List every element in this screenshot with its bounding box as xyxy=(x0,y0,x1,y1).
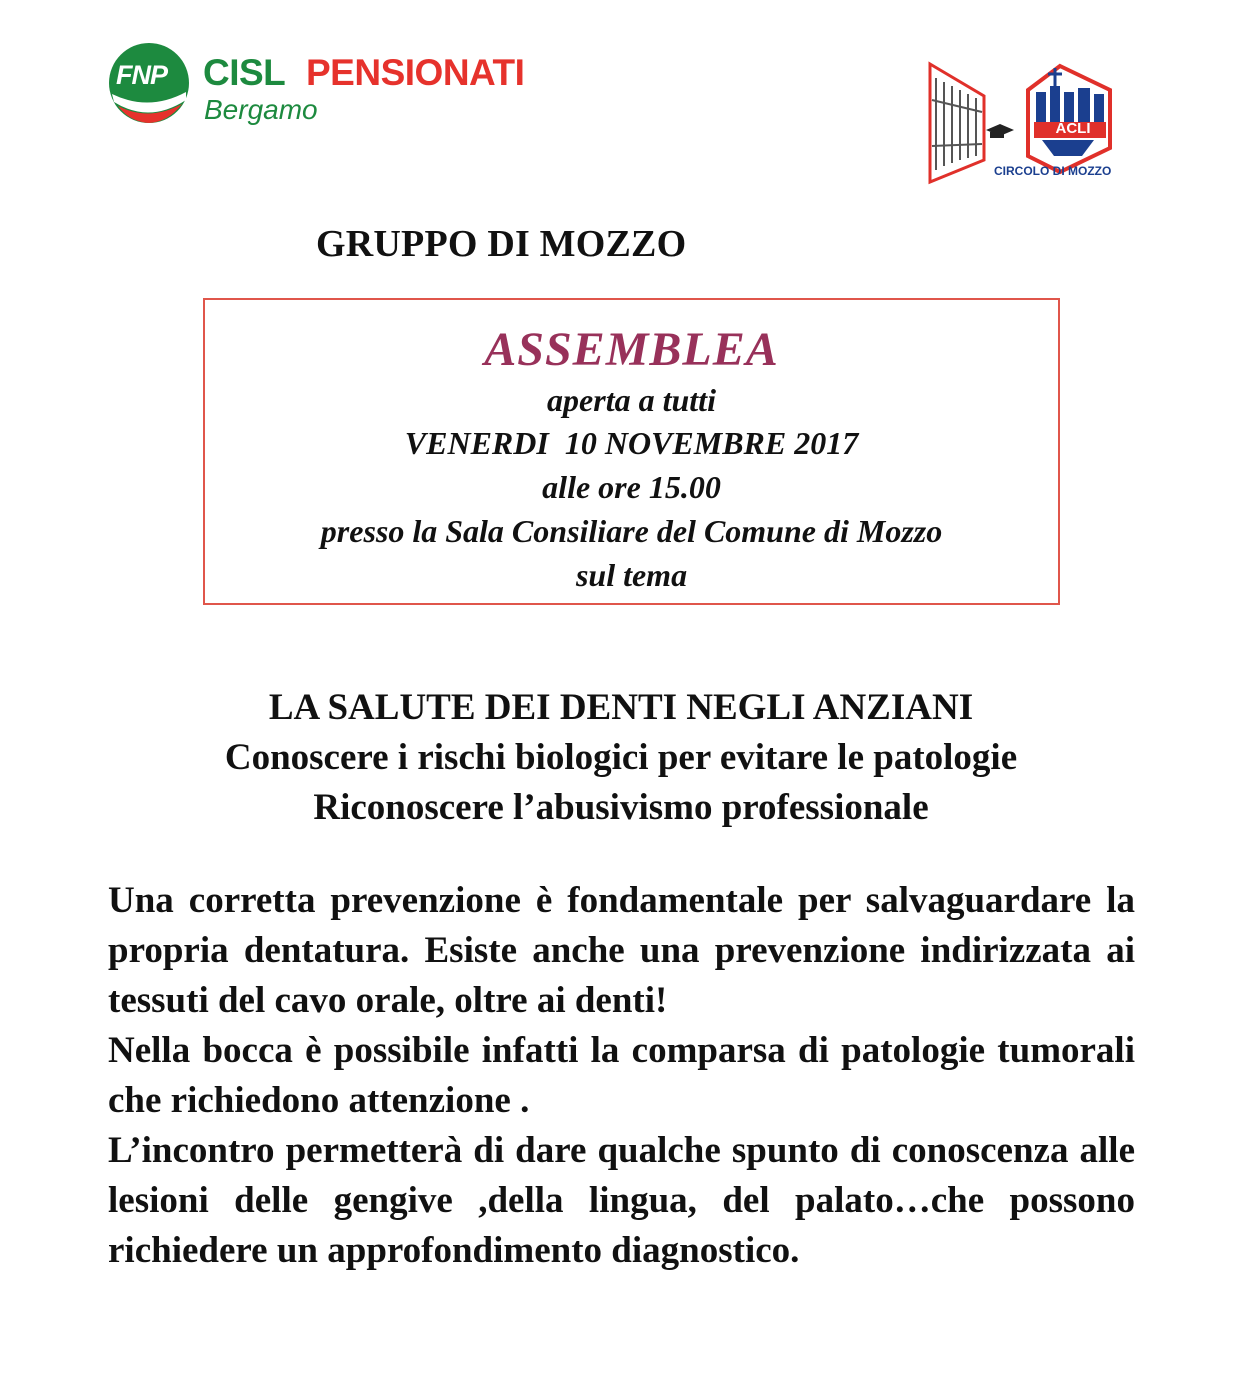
group-title: GRUPPO DI MOZZO xyxy=(316,223,687,265)
event-time: alle ore 15.00 xyxy=(542,469,721,505)
event-box xyxy=(203,298,1060,605)
event-topic-intro: sul tema xyxy=(575,557,688,593)
body-paragraph-2: Nella bocca è possibile infatti la comparsa di patologie tumorali che richiedono attenzione . xyxy=(108,1030,1135,1121)
fnp-mark: FNP xyxy=(116,60,167,90)
body-paragraph-1: Una corretta prevenzione è fondamentale per salvaguardare la propria dentatura. Esiste anche una prevenzione indirizzata ai tessuti del cavo orale, oltre ai denti! xyxy=(108,880,1135,1021)
fnp-cisl-logo xyxy=(108,42,538,132)
acli-circolo-logo xyxy=(924,60,1124,186)
topic-line-1: Conoscere i rischi biologici per evitare le patologie xyxy=(224,737,1018,778)
body-paragraph-3: L’incontro permetterà di dare qualche spunto di conoscenza alle lesioni delle gengive ,della lingua, del palato…che possono richiedere un approfondimento diagnostico. xyxy=(108,1130,1135,1271)
pensionati-word: PENSIONATI xyxy=(306,52,525,93)
body-text xyxy=(108,876,1135,1276)
cisl-word: CISL xyxy=(203,52,286,93)
event-audience: aperta a tutti xyxy=(547,382,716,418)
topic-line-2: Riconoscere l’abusivismo professionale xyxy=(313,787,929,828)
acli-mark: ACLI xyxy=(1055,120,1091,137)
topic-title: LA SALUTE DEI DENTI NEGLI ANZIANI xyxy=(268,687,974,728)
event-date: VENERDI 10 NOVEMBRE 2017 xyxy=(404,425,859,461)
event-venue: presso la Sala Consiliare del Comune di Mozzo xyxy=(320,513,943,549)
acli-caption: CIRCOLO DI MOZZO xyxy=(994,164,1112,178)
bergamo-word: Bergamo xyxy=(204,94,318,125)
event-title: ASSEMBLEA xyxy=(484,323,779,376)
